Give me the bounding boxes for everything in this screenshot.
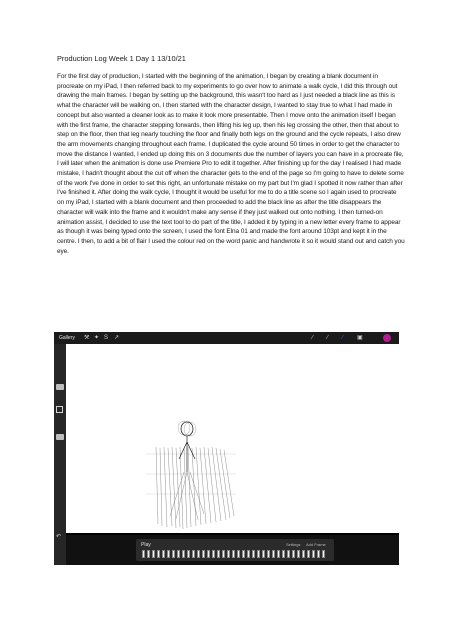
page-title: Production Log Week 1 Day 1 13/10/21 (57, 54, 186, 63)
timeline-frame[interactable] (302, 550, 305, 558)
smudge-icon[interactable]: ∕ (327, 335, 329, 341)
gallery-button[interactable]: Gallery (59, 335, 75, 341)
timeline-frame[interactable] (212, 550, 215, 558)
timeline-frame[interactable] (147, 550, 150, 558)
timeline-frame[interactable] (207, 550, 210, 558)
play-button[interactable]: Play (141, 542, 151, 548)
timeline-frame[interactable] (197, 550, 200, 558)
timeline-frame[interactable] (142, 550, 145, 558)
timeline-frame[interactable] (267, 550, 270, 558)
layers-icon[interactable]: ▣ (357, 335, 363, 341)
timeline-frame[interactable] (192, 550, 195, 558)
adjustments-icon[interactable]: ✦ (94, 335, 100, 341)
undo-icon[interactable]: ↶ (56, 534, 62, 540)
body-paragraph: For the first day of production, I started with the beginning of the animation, I began by creating a blank document in procreate on my iPad, I then referred back to my experiments to go over how to animate a walk cycle, I did this through out drawing the main frames. I began by setting up the background, this wasn't too hard as I just needed a black line as this is what the character will be walking on, I then started with the character design, I wanted to stay true to what I had made in concept but also wanted a cleaner look as to make it look more presentable. Then I move onto the animation itself I began with the first frame, the character stepping forwards, then lifting his leg up, then his leg crossing the other, then that about to step on the floor, then that leg nearly touching the floor and finally both legs on the ground and the cycle repeats, I also drew the arm movements changing throughout each frame. I duplicated the cycle around 50 times in order to get the character to move the distance I wanted, I ended up doing this on 3 documents due the number of layers you can have in a procreate file, I will later when the animation is done use Premiere Pro to edit it together. After finishing up for the day I realised I had made mistake, I hadn't thought about the cut off when the character gets to the end of the page so I'm going to have to delete some of the work I've done in order to set this right, an unfortunate mistake on my part but I'm glad I spotted it now rather than after I've finished it. After doing the walk cycle, I thought it would be useful for me to do a title scene so I again used to procreate on my iPad, I started with a blank document and then proceeded to add the black line as after the title disappears the character will walk into the frame and it wouldn't make any sense if they just walked out onto nothing. I then turned-on animation assist, I decided to use the text tool to do part of the title, I added it by typing in a new letter every frame to appear as though it was being typed onto the screen, I used the font Elna 01 and made the font around 103pt and kept it in the centre. I then, to add a bit of flair I used the colour red on the word panic and handwrote it so it would stand out and catch you eye. (57, 73, 405, 255)
timeline-frame[interactable] (282, 550, 285, 558)
transform-icon[interactable]: ↗ (114, 335, 120, 341)
timeline-frame[interactable] (167, 550, 170, 558)
onion-skin-figure-drawing (66, 344, 399, 535)
timeline-frame[interactable] (187, 550, 190, 558)
timeline-frame[interactable] (232, 550, 235, 558)
opacity-slider[interactable] (56, 434, 64, 440)
timeline-frame[interactable] (177, 550, 180, 558)
timeline-frame[interactable] (307, 550, 310, 558)
procreate-screenshot (54, 332, 399, 565)
brush-icon[interactable]: ∕ (312, 335, 314, 341)
selection-icon[interactable]: S (104, 335, 109, 341)
timeline-frame[interactable] (277, 550, 280, 558)
timeline-frame[interactable] (272, 550, 275, 558)
timeline-frame[interactable] (317, 550, 320, 558)
timeline-frame[interactable] (157, 550, 160, 558)
timeline-frame[interactable] (217, 550, 220, 558)
add-frame-button[interactable]: Add Frame (306, 542, 326, 547)
color-swatch-icon[interactable] (383, 334, 391, 342)
animation-assist-panel (136, 539, 334, 561)
procreate-toolbar (54, 332, 399, 344)
timeline-frame[interactable] (262, 550, 265, 558)
timeline-frame[interactable] (292, 550, 295, 558)
timeline-frame[interactable] (182, 550, 185, 558)
timeline-frame[interactable] (257, 550, 260, 558)
timeline-frame[interactable] (287, 550, 290, 558)
animation-assist-area (66, 535, 399, 565)
timeline-frame[interactable] (202, 550, 205, 558)
procreate-sidebar (54, 344, 66, 565)
settings-button[interactable]: Settings (286, 542, 301, 547)
timeline-frame[interactable] (247, 550, 250, 558)
timeline-frame[interactable] (222, 550, 225, 558)
timeline-frame[interactable] (242, 550, 245, 558)
eraser-icon[interactable]: ∕ (342, 335, 344, 341)
timeline-frame[interactable] (252, 550, 255, 558)
timeline-frame[interactable] (162, 550, 165, 558)
timeline-frame[interactable] (312, 550, 315, 558)
wrench-icon[interactable]: ⚒ (84, 335, 90, 341)
timeline-frame[interactable] (152, 550, 155, 558)
timeline-frame[interactable] (227, 550, 230, 558)
modify-button[interactable] (56, 406, 63, 413)
timeline-frame[interactable] (172, 550, 175, 558)
timeline-frame[interactable] (237, 550, 240, 558)
brush-size-slider[interactable] (56, 384, 64, 390)
timeline-frame[interactable] (297, 550, 300, 558)
timeline-frame[interactable] (322, 550, 325, 558)
drawing-canvas[interactable] (66, 344, 399, 535)
